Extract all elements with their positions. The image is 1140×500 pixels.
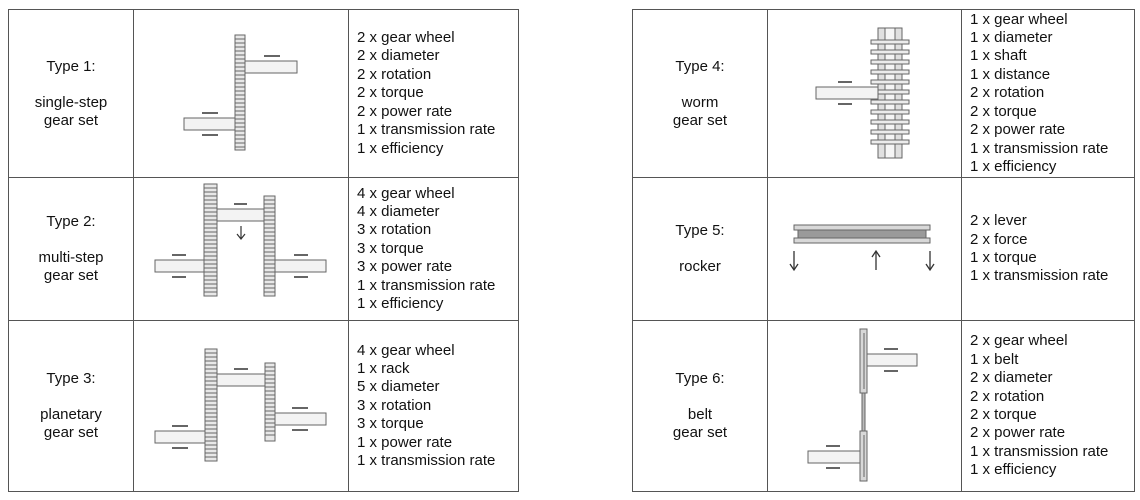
component-item: 3 x power rate — [357, 258, 453, 276]
type-name-line: planetary — [40, 406, 102, 423]
component-item: 3 x rotation — [357, 221, 432, 239]
component-item: 5 x diameter — [357, 378, 440, 396]
component-item: 3 x torque — [357, 415, 424, 433]
component-item: 1 x efficiency — [357, 295, 444, 313]
component-item: 1 x distance — [970, 65, 1051, 83]
component-item: 1 x diameter — [970, 29, 1053, 47]
type-1-components — [349, 10, 519, 178]
single-step-gear-diagram — [134, 10, 348, 177]
type-name-line: gear set — [43, 424, 99, 441]
type-label: Type 5: — [675, 222, 725, 239]
lever-bottom — [794, 238, 930, 243]
type-6-figure-cell — [768, 321, 962, 492]
lever-body — [798, 230, 926, 238]
type-name-line: gear set — [43, 111, 99, 129]
planetary-gear-diagram — [134, 321, 348, 491]
type-1-figure-cell — [134, 10, 349, 178]
component-item: 1 x efficiency — [970, 157, 1057, 175]
type-name-line: belt — [687, 406, 713, 423]
belt — [862, 393, 865, 431]
type-1-name-cell — [9, 10, 134, 178]
type-name-line: gear set — [672, 424, 728, 441]
type-6-components — [962, 321, 1135, 492]
shaft-right — [245, 61, 297, 73]
component-item: 2 x gear wheel — [357, 29, 455, 47]
type-3-components — [349, 321, 519, 492]
gear-wheel-b — [265, 363, 275, 441]
type-name-line: gear set — [672, 111, 728, 129]
component-item: 3 x rotation — [357, 396, 432, 414]
intermediate-shaft — [217, 209, 264, 221]
component-item: 1 x efficiency — [970, 461, 1057, 479]
component-item: 1 x efficiency — [357, 139, 444, 157]
type-5-name-cell — [633, 178, 768, 321]
component-item: 2 x diameter — [970, 369, 1053, 387]
type-label: Type 4: — [675, 57, 725, 75]
component-item: 2 x torque — [970, 406, 1037, 423]
type-name-line: rocker — [679, 258, 721, 275]
type-name-line: multi-step — [38, 249, 104, 266]
component-item: 2 x torque — [970, 102, 1037, 120]
gear-wheel-a — [205, 349, 217, 461]
component-item: 4 x gear wheel — [357, 341, 455, 359]
carrier-shaft — [217, 374, 265, 386]
component-item: 2 x rotation — [970, 84, 1045, 102]
type-5-figure-cell — [768, 178, 962, 321]
type-2-figure-cell — [134, 178, 349, 321]
component-item: 2 x force — [970, 230, 1028, 248]
gear-wheel-a — [204, 184, 217, 296]
type-5-components — [962, 178, 1135, 321]
type-3-figure-cell — [134, 321, 349, 492]
input-shaft — [816, 87, 878, 99]
force-arrow-down-icon — [926, 251, 934, 270]
rocker-diagram — [768, 178, 961, 320]
input-shaft — [155, 260, 204, 272]
component-item: 2 x rotation — [357, 65, 432, 83]
output-shaft — [867, 354, 917, 366]
component-item: 1 x torque — [970, 249, 1037, 266]
output-shaft — [275, 260, 326, 272]
type-4-components — [962, 10, 1135, 178]
type-label: Type 2: — [46, 213, 96, 230]
right-gear-table — [632, 9, 1135, 492]
type-2-name-cell — [9, 178, 134, 321]
pivot-arrow-up-icon — [872, 251, 880, 270]
component-item: 3 x torque — [357, 239, 424, 257]
component-item: 1 x shaft — [970, 47, 1027, 65]
component-item: 2 x diameter — [357, 47, 440, 65]
force-arrow-down-icon — [790, 251, 798, 270]
component-item: 1 x transmission rate — [970, 442, 1109, 460]
input-shaft — [155, 431, 205, 443]
belt-gear-diagram — [768, 321, 961, 491]
component-item: 1 x rack — [357, 359, 410, 377]
component-item: 2 x torque — [357, 84, 424, 102]
type-name-line: gear set — [43, 267, 99, 284]
lever-top — [794, 225, 930, 230]
type-4-name-cell — [633, 10, 768, 178]
output-shaft — [275, 413, 326, 425]
component-item: 1 x transmission rate — [970, 139, 1109, 157]
component-item: 2 x rotation — [970, 387, 1045, 405]
gear-wheel-b — [264, 196, 275, 296]
component-item: 1 x transmission rate — [970, 267, 1109, 285]
type-name-line: single-step — [34, 93, 108, 111]
type-label: Type 6: — [675, 370, 725, 387]
gear-wheel-tall — [235, 35, 245, 150]
component-item: 1 x transmission rate — [357, 452, 496, 470]
component-item: 2 x power rate — [357, 102, 453, 120]
type-6-name-cell — [633, 321, 768, 492]
type-label: Type 1: — [46, 57, 96, 75]
component-item: 1 x transmission rate — [357, 276, 496, 294]
shaft-left — [184, 118, 235, 130]
component-item: 4 x diameter — [357, 202, 440, 220]
type-3-name-cell — [9, 321, 134, 492]
component-item: 2 x gear wheel — [970, 332, 1068, 350]
component-item: 2 x lever — [970, 212, 1027, 230]
component-item: 4 x gear wheel — [357, 184, 455, 202]
type-label: Type 3: — [46, 370, 96, 387]
component-item: 2 x power rate — [970, 424, 1066, 442]
type-name-line: worm — [681, 93, 719, 111]
left-gear-table — [8, 9, 519, 492]
input-shaft — [808, 451, 860, 463]
component-item: 1 x belt — [970, 350, 1019, 368]
multi-step-gear-diagram — [134, 178, 348, 320]
type-2-components — [349, 178, 519, 321]
component-item: 1 x gear wheel — [970, 10, 1068, 28]
type-4-figure-cell — [768, 10, 962, 178]
worm-gear-diagram — [768, 10, 961, 177]
component-item: 1 x transmission rate — [357, 121, 496, 139]
component-item: 2 x power rate — [970, 121, 1066, 139]
component-item: 1 x power rate — [357, 433, 453, 451]
